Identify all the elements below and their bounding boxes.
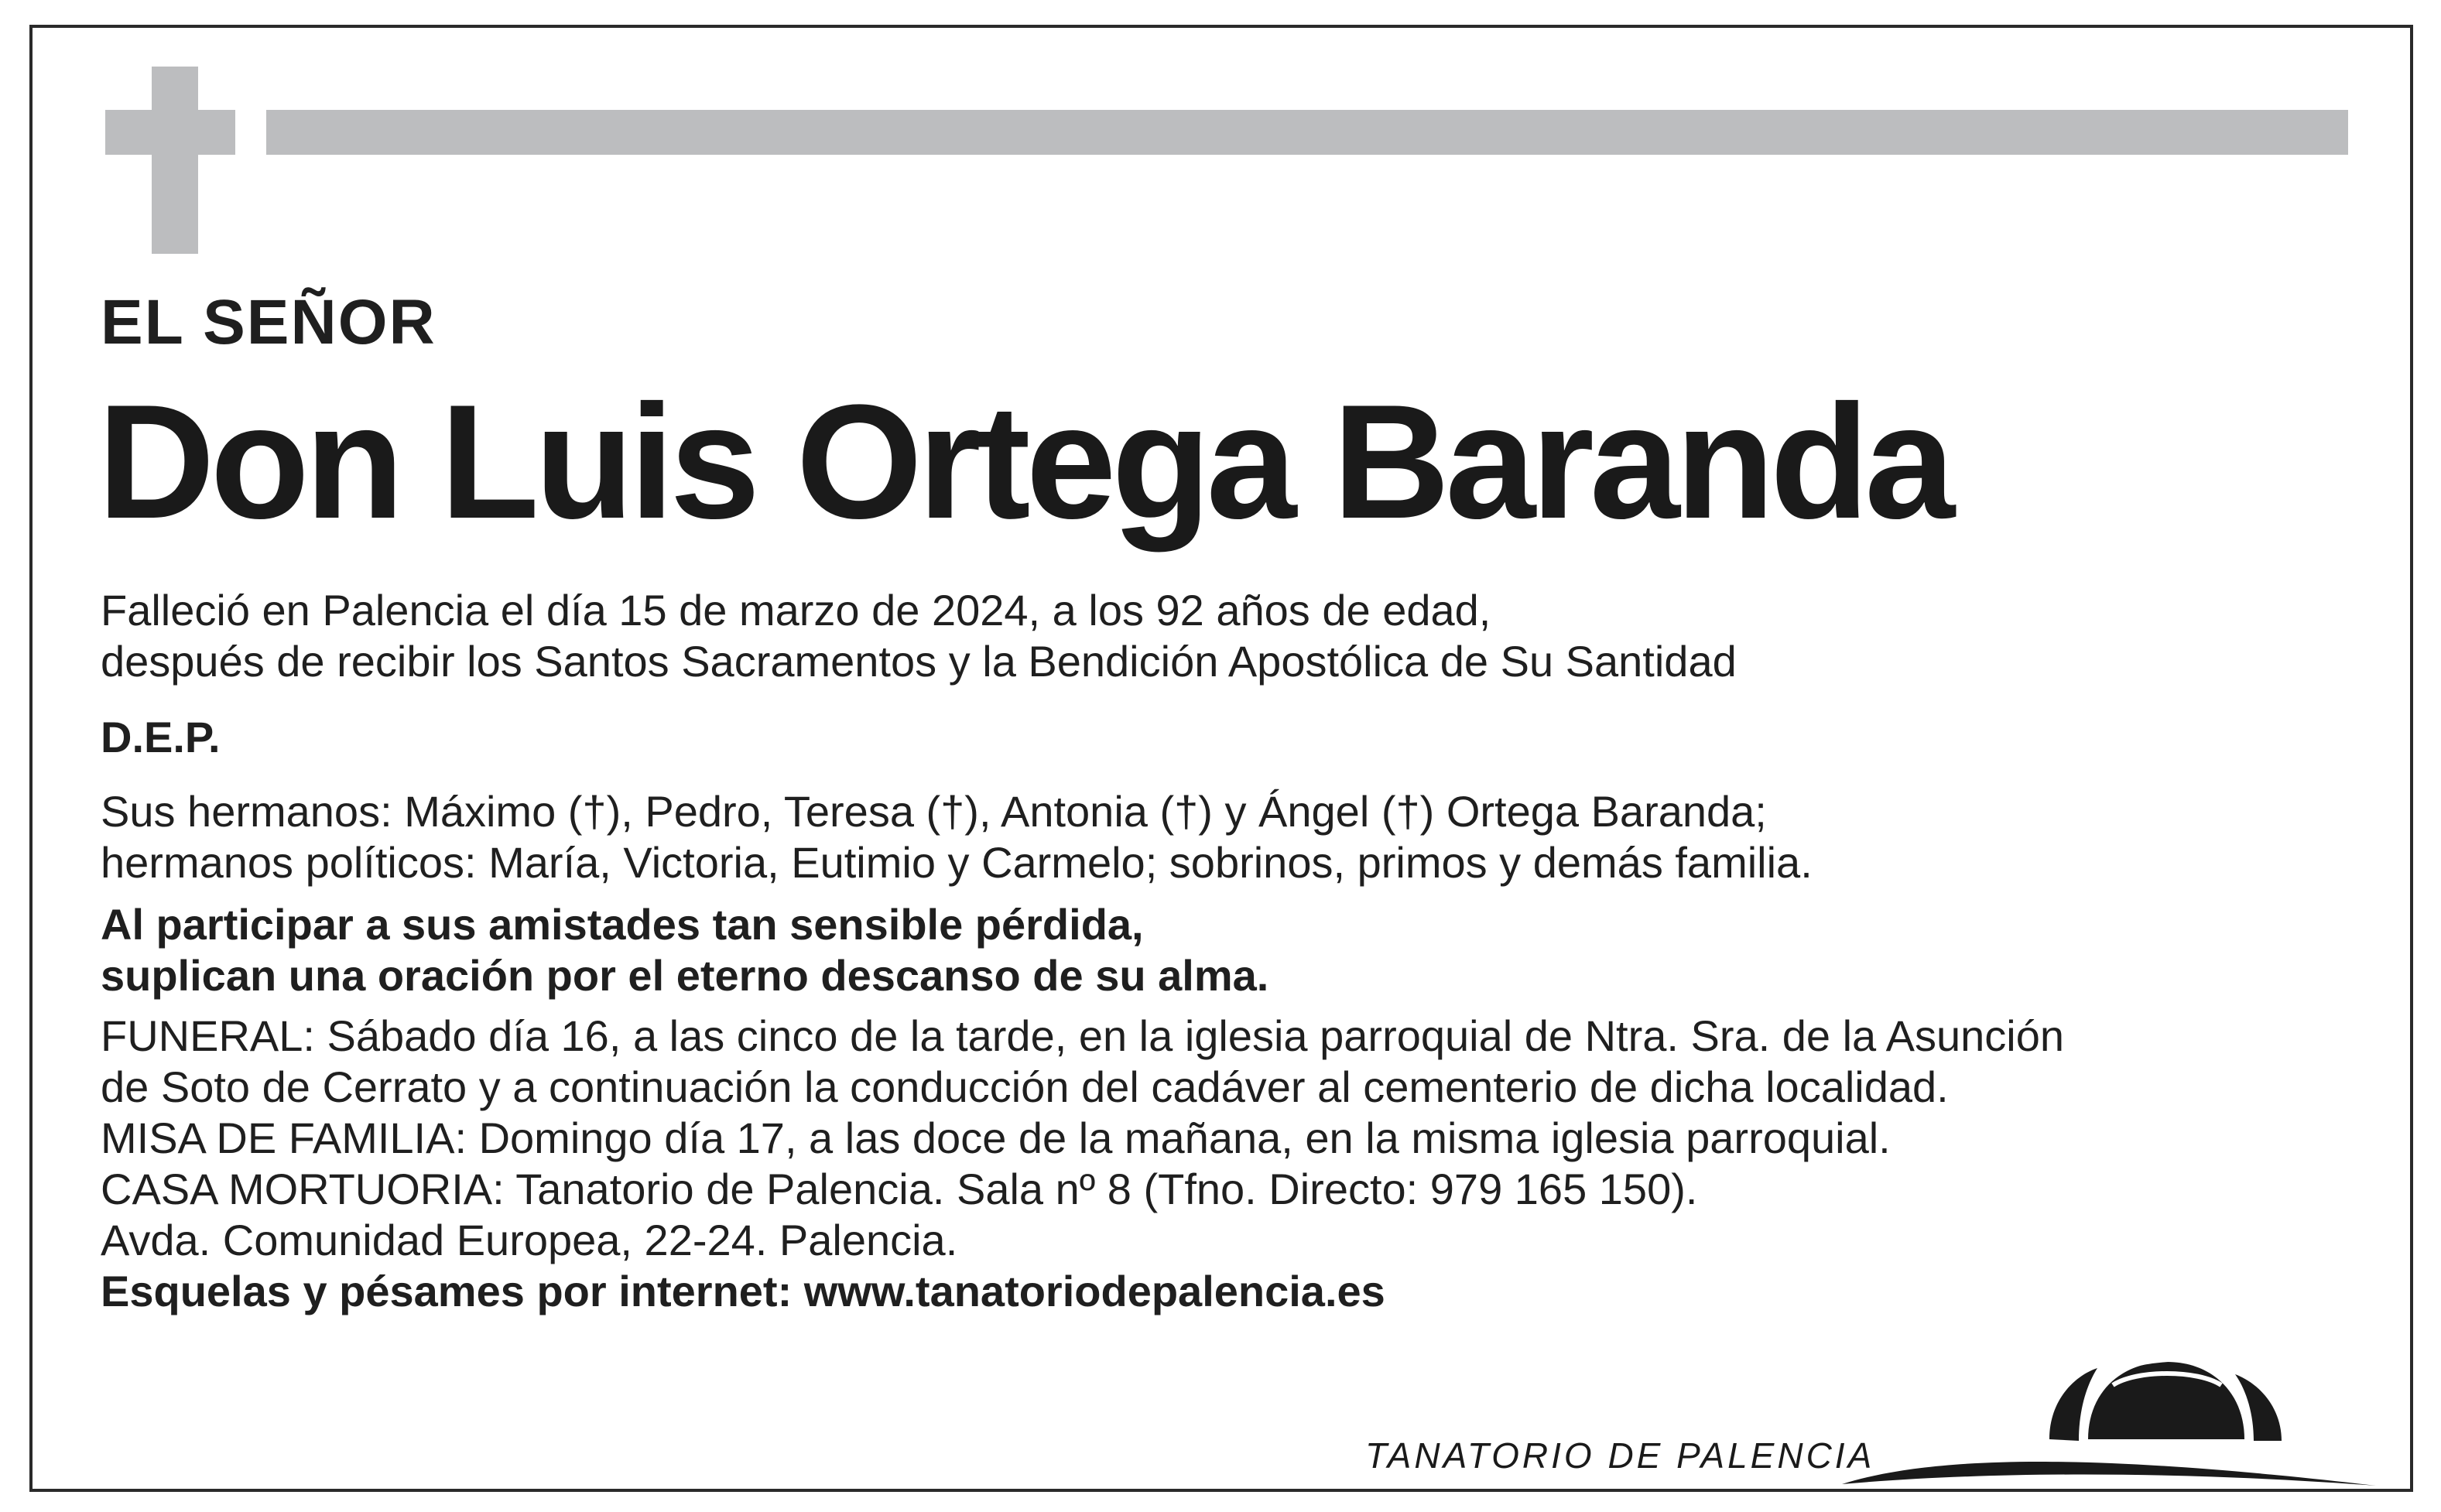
- dep-label: D.E.P.: [101, 713, 221, 761]
- obituary-line: después de recibir los Santos Sacramentos y la Bendición Apostólica de Su Santidad: [101, 637, 1737, 686]
- funeral-home-line: CASA MORTUORIA: Tanatorio de Palencia. Sala nº 8 (Tfno. Directo: 979 165 150).: [101, 1165, 1698, 1213]
- obituary-text: [101, 585, 2314, 687]
- cross-icon-horizontal: [105, 110, 235, 155]
- funeral-line: de Soto de Cerrato y a continuación la conducción del cadáver al cementerio de dicha localidad.: [101, 1062, 1949, 1111]
- tanatorio-logo-icon: [1842, 1339, 2384, 1501]
- request-line: Al participar a sus amistades tan sensible pérdida,: [101, 900, 1144, 949]
- deceased-name: Don Luis Ortega Baranda: [98, 371, 1951, 552]
- obituary-line: Falleció en Palencia el día 15 de marzo de 2024, a los 92 años de edad,: [101, 586, 1491, 635]
- internet-line: Esquelas y pésames por internet: www.tanatoriodepalencia.es: [101, 1267, 1385, 1315]
- family-mass-line: MISA DE FAMILIA: Domingo día 17, a las doce de la mañana, en la misma iglesia parroquial.: [101, 1113, 1891, 1162]
- service-details: [101, 1011, 2314, 1317]
- family-line: Sus hermanos: Máximo (†), Pedro, Teresa (†), Antonia (†) y Ángel (†) Ortega Baranda;: [101, 787, 1767, 836]
- funeral-home-logo-text: TANATORIO DE PALENCIA: [1365, 1435, 1875, 1476]
- family-line: hermanos políticos: María, Victoria, Eutimio y Carmelo; sobrinos, primos y demás familia.: [101, 838, 1813, 887]
- request-line: suplican una oración por el eterno descanso de su alma.: [101, 951, 1269, 1000]
- cross-icon-vertical: [152, 67, 198, 254]
- prayer-request: [101, 899, 2314, 1001]
- family-text: [101, 786, 2314, 888]
- funeral-line: FUNERAL: Sábado día 16, a las cinco de la tarde, en la iglesia parroquial de Ntra. Sra. de la Asunción: [101, 1011, 2065, 1060]
- header-rule: [266, 110, 2348, 155]
- honorific: EL SEÑOR: [101, 287, 437, 357]
- address-line: Avda. Comunidad Europea, 22-24. Palencia.: [101, 1216, 958, 1264]
